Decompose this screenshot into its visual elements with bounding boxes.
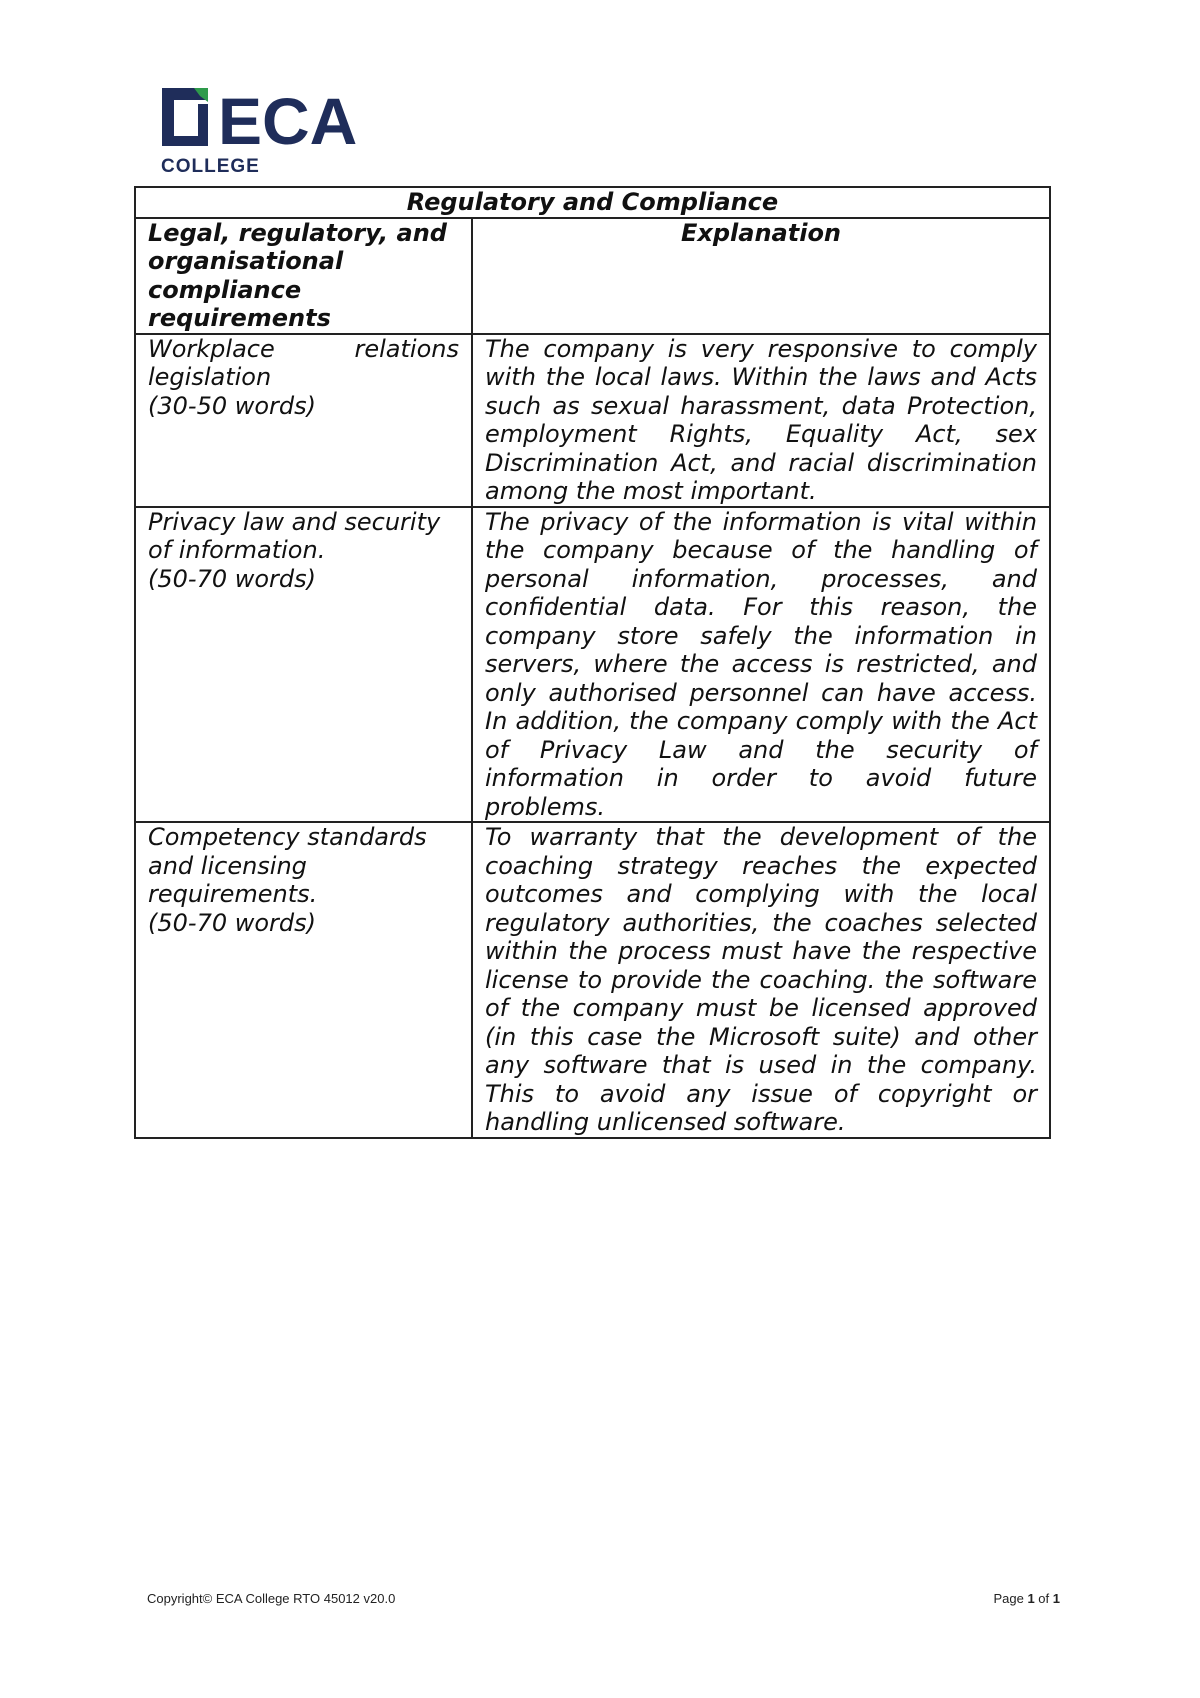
table-row bbox=[135, 334, 1050, 507]
row-explanation: The privacy of the information is vital within the company because of the handling of personal information, processes, and confidential data. For this reason, the company store safely the information in servers, where the access is restricted, and only authorised personnel can have access. In addition, the company comply with the Act of Privacy Law and the security of information in order to avoid future problems. bbox=[472, 507, 1050, 823]
table-header-row bbox=[135, 218, 1050, 334]
row-explanation: To warranty that the development of the coaching strategy reaches the expected outcomes and complying with the local regulatory authorities, the coaches selected within the process must have the respective license to provide the coaching. the software of the company must be licensed approved (in this case the Microsoft suite) and other any software that is used in the company. This to avoid any issue of copyright or handling unlicensed software. bbox=[472, 822, 1050, 1138]
eca-college-logo bbox=[160, 86, 420, 176]
row-label: Competency standards and licensing requirements. bbox=[148, 823, 427, 908]
row-explanation: The company is very responsive to comply with the local laws. Within the laws and Acts such as sexual harassment, data Protection, employment Rights, Equality Act, sex Discrimination Act, and racial discrimination among the most important. bbox=[472, 334, 1050, 507]
table-row bbox=[135, 822, 1050, 1138]
row-word-limit: (50-70 words) bbox=[148, 908, 317, 937]
logo-sub-text: COLLEGE bbox=[161, 156, 260, 176]
page-word: Page bbox=[993, 1591, 1024, 1606]
row-word-limit: (50-70 words) bbox=[148, 564, 317, 593]
row-word-limit: (30-50 words) bbox=[148, 391, 317, 420]
table-title: Regulatory and Compliance bbox=[135, 187, 1050, 218]
row-label-cell bbox=[135, 507, 472, 823]
logo-main-text: ECA bbox=[218, 86, 358, 158]
header-explanation: Explanation bbox=[472, 218, 1050, 334]
row-label: Workplace relations legislation bbox=[148, 334, 459, 391]
regulatory-compliance-table bbox=[134, 186, 1051, 1139]
row-label-cell bbox=[135, 334, 472, 507]
page-current: 1 bbox=[1027, 1591, 1035, 1606]
header-requirements: Legal, regulatory, and organisational compliance requirements bbox=[135, 218, 472, 334]
table-row bbox=[135, 507, 1050, 823]
row-label: Privacy law and security of information. bbox=[148, 507, 441, 564]
page-of: of bbox=[1038, 1591, 1050, 1606]
page-total: 1 bbox=[1052, 1591, 1060, 1606]
row-label-cell bbox=[135, 822, 472, 1138]
footer-copyright: Copyright© ECA College RTO 45012 v20.0 bbox=[147, 1591, 396, 1606]
footer-page-number bbox=[993, 1591, 1060, 1606]
table-title-row bbox=[135, 187, 1050, 218]
